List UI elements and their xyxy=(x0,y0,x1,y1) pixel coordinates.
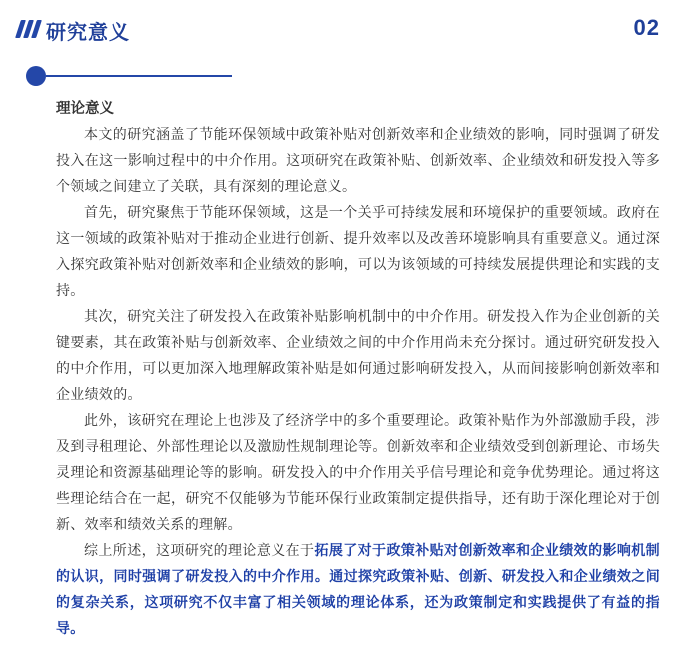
subheading: 理论意义 xyxy=(56,101,114,117)
divider-dot-icon xyxy=(26,66,46,86)
slash-stripes-icon xyxy=(16,20,44,40)
conclusion-lead: 综上所述，这项研究的理论意义在于 xyxy=(84,543,315,559)
section-number: 02 xyxy=(633,15,660,40)
paragraph: 此外，该研究在理论上也涉及了经济学中的多个重要理论。政策补贴作为外部激励手段，涉及到寻租理论、外部性理论以及激励性规制理论等。创新效率和企业绩效受到创新理论、市场失灵理论和资源基础理论等的影响。研发投入的中介作用关乎信号理论和竞争优势理论。通过将这些理论结合在一起，研究不仅能够为节能环保行业政策制定提供指导，还有助于深化理论对于创新、效率和绩效关系的理解。 xyxy=(56,413,660,533)
paragraph: 本文的研究涵盖了节能环保领域中政策补贴对创新效率和企业绩效的影响，同时强调了研发投入在这一影响过程中的中介作用。这项研究在政策补贴、创新效率、企业绩效和研发投入等多个领域之间建立了关联，具有深刻的理论意义。 xyxy=(56,127,660,195)
paragraph: 其次，研究关注了研发投入在政策补贴影响机制中的中介作用。研发投入作为企业创新的关键要素，其在政策补贴与创新效率、企业绩效之间的中介作用尚未充分探讨。通过研究研发投入的中介作用，可以更加深入地理解政策补贴是如何通过影响研发投入，从而间接影响创新效率和企业绩效的。 xyxy=(56,309,660,403)
divider-line xyxy=(46,75,232,77)
section-title: 研究意义 xyxy=(46,20,130,44)
conclusion-emphasis: 拓展了对于政策补贴对创新效率和企业绩效的影响机制的认识，同时强调了研发投入的中介作用。通过探究政策补贴、创新、研发投入和企业绩效之间的复杂关系，这项研究不仅丰富了相关领域的理论体系，还为政策制定和实践提供了有益的指导。 xyxy=(56,543,660,637)
conclusion-paragraph xyxy=(56,538,660,642)
article-body xyxy=(56,96,660,656)
section-header xyxy=(0,0,678,56)
paragraph: 首先，研究聚焦于节能环保领域，这是一个关乎可持续发展和环境保护的重要领域。政府在这一领域的政策补贴对于推动企业进行创新、提升效率以及改善环境影响具有重要意义。通过深入探究政策补贴对创新效率和企业绩效的影响，可以为该领域的可持续发展提供理论和实践的支持。 xyxy=(56,205,660,299)
title-divider xyxy=(26,64,236,88)
